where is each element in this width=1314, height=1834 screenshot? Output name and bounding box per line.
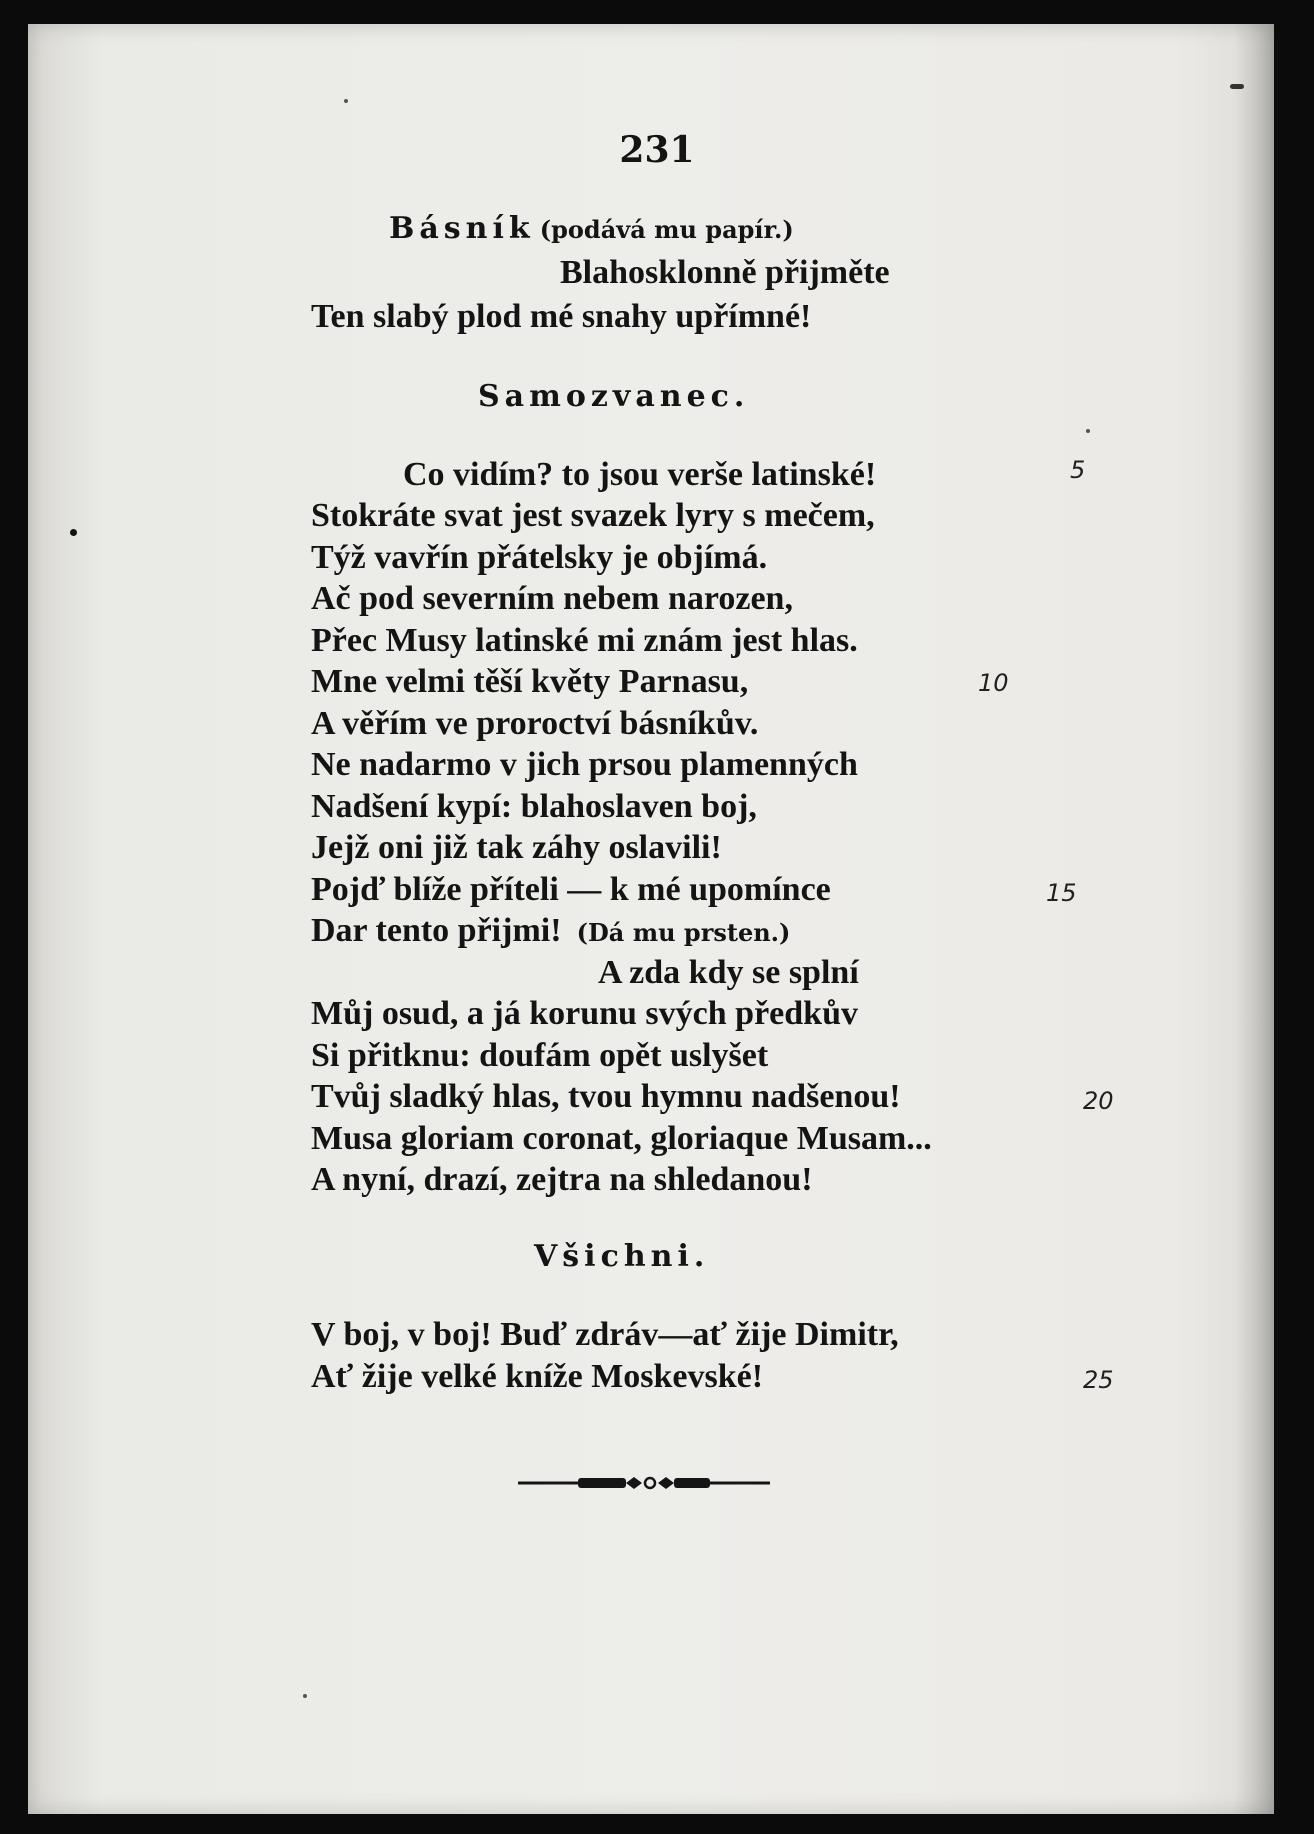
ink-speck [70,529,77,536]
verse-line: A nyní, drazí, zejtra na shledanou! [311,1161,813,1198]
verse-line: Si přitknu: doufám opět uslyšet [311,1037,769,1074]
stage-direction: (podává mu papír.) [539,215,794,244]
verse-line: Tvůj sladký hlas, tvou hymnu nadšenou! [311,1078,901,1115]
verse-line: Ten slabý plod mé snahy upřímné! [311,298,812,335]
verse-line: Stokráte svat jest svazek lyry s mečem, [311,497,875,534]
margin-note-line-count: 10 [978,669,1009,697]
verse-line: Ať žije velké kníže Moskevské! [311,1358,764,1395]
verse-line: Můj osud, a já korunu svých předkův [311,995,858,1032]
verse-line: A věřím ve proroctví básníkův. [311,705,759,742]
stage-direction: (Dá mu prsten.) [576,918,791,947]
ornament-divider [518,1476,770,1490]
verse-line: A zda kdy se splní [598,954,859,991]
speaker-name-vsichni: Všichni. [534,1239,710,1274]
verse-line: Pojď blíže příteli — k mé upomínce [311,871,831,908]
speaker-name: Básník [389,211,535,246]
verse-line: Týž vavřín přátelsky je objímá. [311,539,768,576]
verse-line: Ne nadarmo v jich prsou plamenných [311,746,858,783]
margin-note-line-count: 25 [1083,1366,1114,1394]
verse-line: Nadšení kypí: blahoslaven boj, [311,788,757,825]
speaker-line-basnik [389,211,794,246]
page-binding-shadow [1234,24,1274,1814]
margin-note-line-count: 5 [1070,456,1086,484]
verse-line: Ač pod severním nebem narozen, [311,580,793,617]
verse-line: Jejž oni již tak záhy oslavili! [311,829,722,866]
verse-line: V boj, v boj! Buď zdráv—ať žije Dimitr, [311,1316,899,1353]
margin-note-line-count: 15 [1046,879,1077,907]
ink-speck [344,99,348,103]
verse-line: Mne velmi těší květy Parnasu, [311,663,749,700]
verse-text: Dar tento přijmi! [311,912,562,949]
ink-speck [1086,429,1090,433]
ink-speck [1230,84,1244,89]
speaker-name-samozvanec: Samozvanec. [478,379,750,414]
verse-line: Blahosklonně přijměte [560,254,890,291]
page-number: 231 [619,129,695,171]
verse-line: Co vidím? to jsou verše latinské! [403,456,877,493]
book-page [28,24,1274,1814]
verse-line: Musa gloriam coronat, gloriaque Musam... [311,1120,932,1157]
ink-speck [303,1694,307,1698]
verse-line-with-stage [311,914,790,948]
verse-line: Přec Musy latinské mi znám jest hlas. [311,622,858,659]
margin-note-line-count: 20 [1083,1087,1114,1115]
